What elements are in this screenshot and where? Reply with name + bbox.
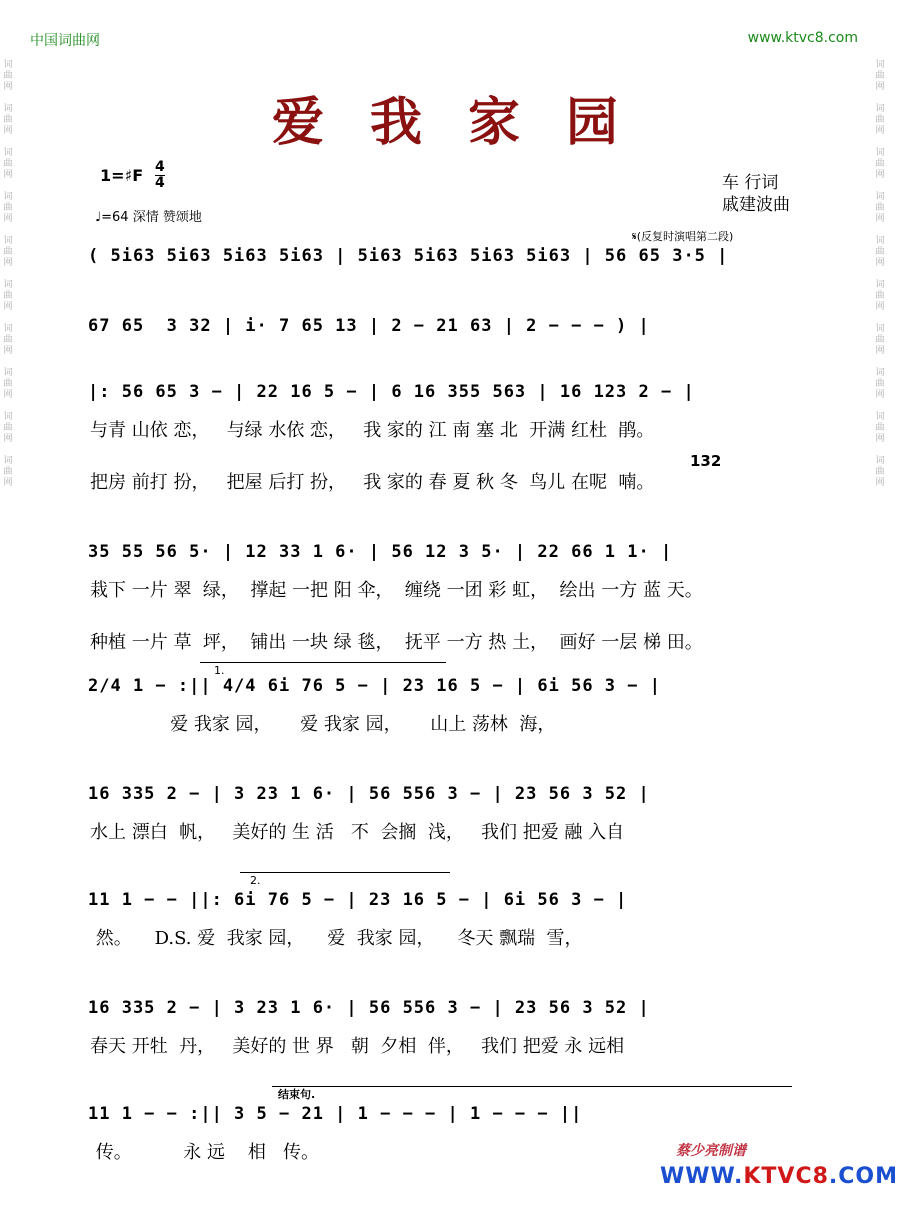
notation-row: 11 1 − − ||: 6i 76 5 − | 23 16 5 − | 6i 56 3 − | [88,890,628,910]
lyric-line: 传。 永 远 相 传。 [90,1142,319,1163]
lyric-line: 把房 前打 扮， 把屋 后打 扮， 我 家的 春 夏 秋 冬 鸟儿 在呢 喃。 [90,472,655,493]
ktvc8-logo[interactable]: WWW.KTVC8.COM [660,1164,898,1189]
notation-row: 16 335 2 − | 3 23 1 6· | 56 556 3 − | 23 56 3 52 | [88,784,650,804]
volta-2-label: 2. [250,874,261,887]
composer: 戚建波曲 [722,195,790,215]
song-title: 爱我家园 [271,92,664,153]
segno-note: 𝄋(反复时演唱第二段) [632,230,734,243]
side-watermark-left: 词曲网 词曲网 词曲网 词曲网 词曲网 词曲网 词曲网 词曲网 词曲网 词曲网 [3,60,13,488]
notation-row: 35 55 56 5· | 12 33 1 6· | 56 12 3 5· | 22 66 1 1· | [88,542,673,562]
notation-row: 67 65 3 32 | i· 7 65 13 | 2 − 21 63 | 2 − − − ) | [88,316,650,336]
lyric-line: 与青 山依 恋， 与绿 水依 恋， 我 家的 江 南 塞 北 开满 红杜 鹃。 [90,420,655,441]
alt-notes: 132 [690,452,722,470]
lyric-line: 种植 一片 草 坪， 铺出 一块 绿 毯， 抚平 一方 热 土， 画好 一层 梯 田。 [90,632,703,653]
lyric-line: 爱 我家 园， 爱 我家 园， 山上 荡林 海， [90,714,556,735]
ending-label: 结束句. [278,1088,316,1101]
tempo-marking: ♩=64 深情 赞颂地 [95,210,202,225]
site-link-left[interactable]: 中国词曲网 [30,33,100,49]
lyric-line: 栽下 一片 翠 绿， 撑起 一把 阳 伞， 缠绕 一团 彩 虹， 绘出 一方 蓝 天。 [90,580,703,601]
lyricist: 车 行词 [722,173,779,193]
side-watermark-right: 词曲网 词曲网 词曲网 词曲网 词曲网 词曲网 词曲网 词曲网 词曲网 词曲网 [875,60,885,488]
notation-row: ( 5i63 5i63 5i63 5i63 | 5i63 5i63 5i63 5i63 | 56 65 3·5 | [88,246,729,266]
notation-row: 11 1 − − :|| 3 5 − 21 | 1 − − − | 1 − − − || [88,1104,583,1124]
notation-row: |: 56 65 3 − | 22 16 5 − | 6 16 355 563 | 16 123 2 − | [88,382,695,402]
credits [722,172,790,216]
site-link-right[interactable]: www.ktvc8.com [747,30,858,46]
lyric-line: 然。 D.S. 爱 我家 园， 爱 我家 园， 冬天 飘瑞 雪， [90,928,583,949]
volta-2-bracket [240,872,450,873]
volta-1-bracket [200,662,446,663]
notation-row: 2/4 1 − :|| 4/4 6i 76 5 − | 23 16 5 − | 6i 56 3 − | [88,676,661,696]
lyric-line: 水上 漂白 帆， 美好的 生 活 不 会搁 浅， 我们 把爱 融 入自 [90,822,625,843]
author-stamp: 蔡少亮制谱 [676,1143,746,1159]
lyric-line: 春天 开牡 丹， 美好的 世 界 朝 夕相 伴， 我们 把爱 永 远相 [90,1036,625,1057]
ending-bracket [272,1086,792,1087]
volta-1-label: 1. [214,664,225,677]
key-signature: 1=♯F [100,166,144,185]
time-signature: 4 4 [155,159,165,191]
notation-row: 16 335 2 − | 3 23 1 6· | 56 556 3 − | 23 56 3 52 | [88,998,650,1018]
